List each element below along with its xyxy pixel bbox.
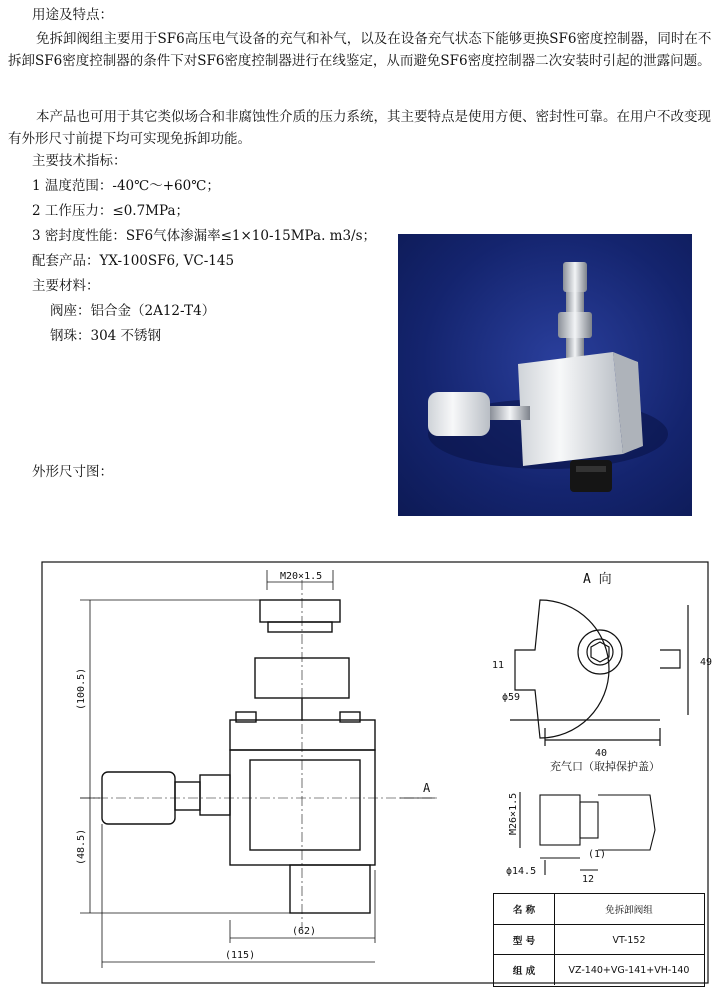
product-info-table [493, 893, 705, 987]
port-dim-1-label: (1) [588, 849, 607, 860]
port-phi-label: ϕ14.5 [506, 866, 537, 877]
dim-phi59-label: ϕ59 [502, 692, 521, 703]
port-dim-12-label: 12 [582, 874, 595, 885]
product-photo [398, 234, 692, 516]
material-body: 阀座：铝合金（2A12-T4） [50, 303, 216, 319]
height-total-label: (100.5) [76, 667, 87, 710]
composition-key: 组 成 [494, 955, 555, 985]
specs-title: 主要技术指标： [32, 153, 127, 169]
dim-49-label: 49 [700, 657, 713, 668]
name-value: 免拆卸阀组 [605, 905, 653, 916]
dim-11-label: 11 [492, 660, 505, 671]
materials-title: 主要材料： [32, 278, 100, 294]
name-key: 名 称 [494, 894, 555, 924]
table-row [494, 924, 704, 955]
material-ball: 钢珠：304 不锈钢 [50, 328, 162, 344]
arrow-a-label: A [423, 781, 431, 795]
table-row [494, 954, 704, 985]
composition-value: VZ-140+VG-141+VH-140 [568, 964, 690, 976]
section-heading: 用途及特点： [32, 7, 113, 23]
purpose-paragraph-2: 本产品也可用于其它类似场合和非腐蚀性介质的压力系统，其主要特点是使用方便、密封性可靠。在用户不改变现有外形尺寸前提下均可实现免拆卸功能。 [8, 109, 711, 147]
table-row [494, 894, 704, 924]
model-key: 型 号 [494, 925, 555, 955]
height-lower-label: (48.5) [76, 828, 87, 865]
a-view [510, 600, 688, 746]
thread-top-label: M20×1.5 [280, 571, 323, 582]
dim-40-label: 40 [595, 748, 608, 759]
spec-temperature: 1 温度范围：-40℃～+60℃； [32, 178, 220, 194]
matching-products: 配套产品：YX-100SF6, VC-145 [32, 253, 235, 269]
spec-pressure: 2 工作压力：≤0.7MPa； [32, 203, 190, 219]
model-value: VT-152 [612, 934, 646, 946]
view-a-title: A 向 [583, 572, 612, 587]
width-total-label: (115) [225, 950, 256, 961]
spec-seal: 3 密封度性能：SF6气体渗漏率≤1×10-15MPa. m3/s； [32, 228, 377, 244]
valve-front-view [102, 600, 375, 913]
port-detail [520, 792, 655, 875]
port-title: 充气口（取掉保护盖） [550, 760, 660, 773]
purpose-paragraph-1: 免拆卸阀组主要用于SF6高压电气设备的充气和补气，以及在设备充气状态下能够更换SF6密度控制器，同时在不拆卸SF6密度控制器的条件下对SF6密度控制器进行在线鉴定，从而避免SF6密度控制器二次安装时引起的泄露问题。 [8, 31, 712, 69]
dims-title: 外形尺寸图： [32, 464, 113, 480]
port-thread-label: M26×1.5 [508, 792, 519, 835]
width-mid-label: (62) [292, 926, 317, 937]
